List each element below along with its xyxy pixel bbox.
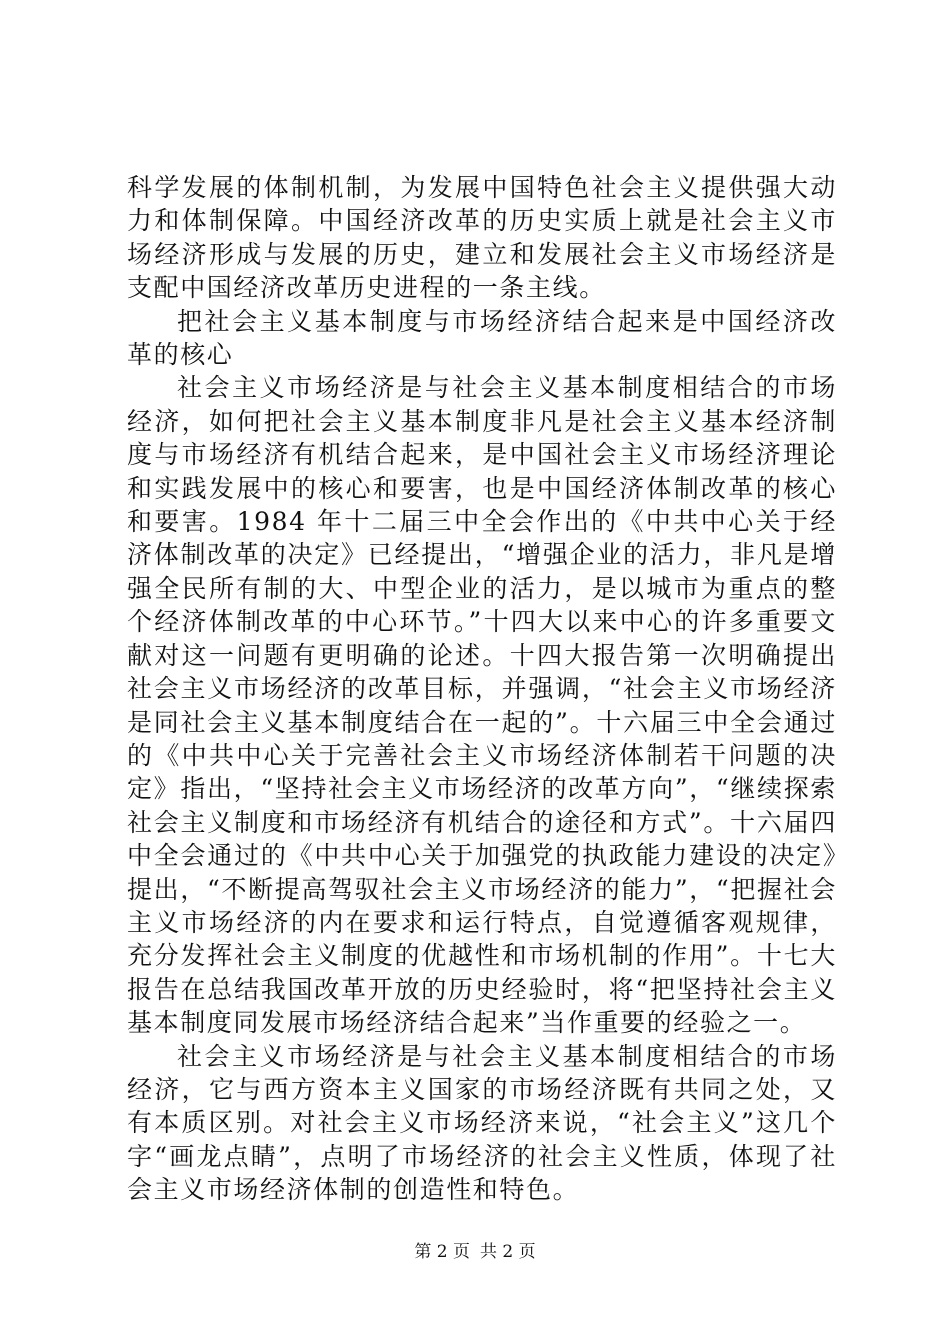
page-total: 共 2 页 <box>480 1242 536 1262</box>
paragraph: 社会主义市场经济是与社会主义基本制度相结合的市场经济，它与西方资本主义国家的市场经济既有共同之处，又有本质区别。对社会主义市场经济来说，“社会主义”这几个字“画龙点睛”，点明了市场经济的社会主义性质，体现了社会主义市场经济体制的创造性和特色。 <box>127 1041 837 1205</box>
paragraph-continuation: 科学发展的体制机制，为发展中国特色社会主义提供强大动力和体制保障。中国经济改革的历史实质上就是社会主义市场经济形成与发展的历史，建立和发展社会主义市场经济是支配中国经济改革历史进程的一条主线。 <box>127 173 837 303</box>
section-heading: 把社会主义基本制度与市场经济结合起来是中国经济改革的核心 <box>127 306 837 370</box>
paragraph: 社会主义市场经济是与社会主义基本制度相结合的市场经济，如何把社会主义基本制度非凡是社会主义基本经济制度与市场经济有机结合起来，是中国社会主义市场经济理论和实践发展中的核心和要害，也是中国经济体制改革的核心和要害。1984 年十二届三中全会作出的《中共中心关于经济体制改革的决定》已经提出，“增强企业的活力，非凡是增强全民所有制的大、中型企业的活力，是以城市为重点的整个经济体制改革的中心环节。”十四大以来中心的许多重要文献对这一问题有更明确的论述。十四大报告第一次明确提出社会主义市场经济的改革目标，并强调，“社会主义市场经济是同社会主义基本制度结合在一起的”。十六届三中全会通过的《中共中心关于完善社会主义市场经济体制若干问题的决定》指出，“坚持社会主义市场经济的改革方向”，“继续探索社会主义制度和市场经济有机结合的途径和方式”。十六届四中全会通过的《中共中心关于加强党的执政能力建设的决定》提出，“不断提高驾驭社会主义市场经济的能力”，“把握社会主义市场经济的内在要求和运行特点，自觉遵循客观规律，充分发挥社会主义制度的优越性和市场机制的作用”。十七大报告在总结我国改革开放的历史经验时，将“把坚持社会主义基本制度同发展市场经济结合起来”当作重要的经验之一。 <box>127 373 837 1038</box>
document-body <box>127 171 837 1207</box>
page-number: 第 2 页 <box>414 1242 470 1262</box>
page-footer <box>0 1237 950 1262</box>
